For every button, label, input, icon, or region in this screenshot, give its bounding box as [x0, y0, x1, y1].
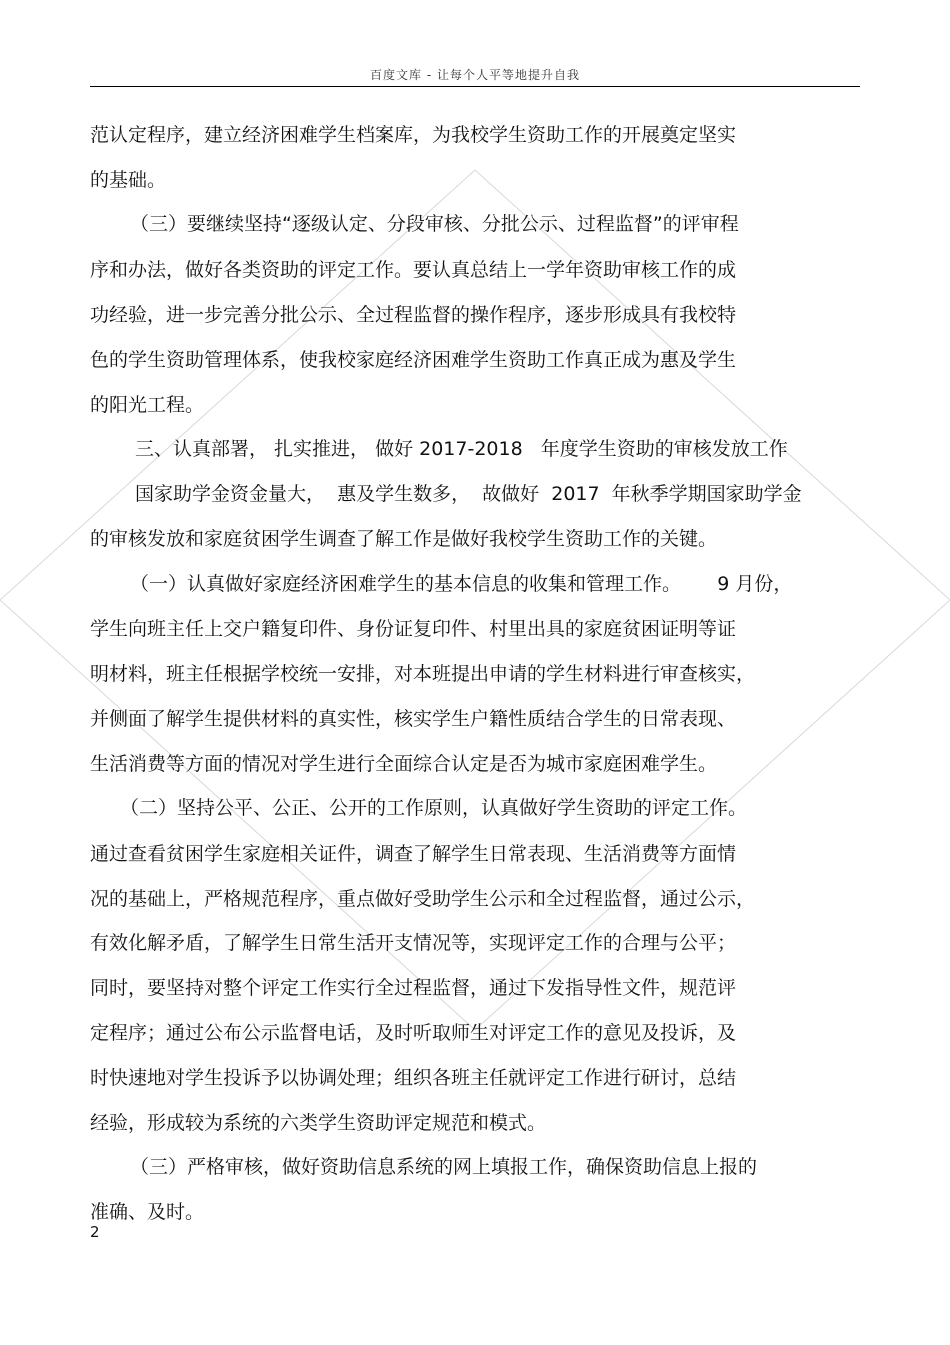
text-line: 的基础。: [90, 169, 167, 191]
text-line: （二）坚持公平、公正、公开的工作原则，认真做好学生资助的评定工作。: [120, 797, 748, 819]
page-number: 2: [90, 1223, 100, 1241]
text-line: 的阳光工程。: [90, 394, 205, 416]
text-line: （三）严格审核，做好资助信息系统的网上填报工作，确保资助信息上报的: [130, 1156, 758, 1178]
text-line: 序和办法，做好各类资助的评定工作。要认真总结上一学年资助审核工作的成: [90, 259, 737, 281]
text-line: 明材料，班主任根据学校统一安排，对本班提出申请的学生材料进行审查核实，: [90, 663, 756, 685]
text-line: 况的基础上，严格规范程序，重点做好受助学生公示和全过程监督，通过公示，: [90, 888, 756, 910]
text-line: 国家助学金资金量大， 惠及学生数多， 故做好 2017 年秋季学期国家助学金: [135, 483, 802, 505]
text-line: 生活消费等方面的情况对学生进行全面综合认定是否为城市家庭困难学生。: [90, 753, 718, 775]
text-line: 有效化解矛盾，了解学生日常生活开支情况等，实现评定工作的合理与公平；: [90, 932, 737, 954]
text-line: 范认定程序，建立经济困难学生档案库，为我校学生资助工作的开展奠定坚实: [90, 124, 737, 146]
text-line: 三、认真部署， 扎实推进， 做好 2017-2018 年度学生资助的审核发放工作: [135, 438, 788, 460]
text-line: 定程序；通过公布公示监督电话，及时听取师生对评定工作的意见及投诉，及: [90, 1022, 737, 1044]
text-line: 通过查看贫困学生家庭相关证件，调查了解学生日常表现、生活消费等方面情: [90, 843, 737, 865]
text-line: 同时，要坚持对整个评定工作实行全过程监督，通过下发指导性文件，规范评: [90, 977, 737, 999]
text-line: （一）认真做好家庭经济困难学生的基本信息的收集和管理工作。 9 月份，: [130, 573, 793, 595]
text-line: 学生向班主任上交户籍复印件、身份证复印件、村里出具的家庭贫困证明等证: [90, 618, 737, 640]
text-line: 色的学生资助管理体系，使我校家庭经济困难学生资助工作真正成为惠及学生: [90, 349, 737, 371]
page-header: 百度文库 - 让每个人平等地提升自我: [370, 68, 580, 82]
text-line: 功经验，进一步完善分批公示、全过程监督的操作程序，逐步形成具有我校特: [90, 304, 737, 326]
text-line: 并侧面了解学生提供材料的真实性，核实学生户籍性质结合学生的日常表现、: [90, 708, 737, 730]
text-line: 准确、及时。: [90, 1201, 205, 1223]
text-line: 的审核发放和家庭贫困学生调查了解工作是做好我校学生资助工作的关键。: [90, 528, 718, 550]
text-line: 经验，形成较为系统的六类学生资助评定规范和模式。: [90, 1112, 547, 1134]
text-line: （三）要继续坚持“逐级认定、分段审核、分批公示、过程监督”的评审程: [130, 213, 739, 235]
text-line: 时快速地对学生投诉予以协调处理；组织各班主任就评定工作进行研讨，总结: [90, 1067, 737, 1089]
header-divider: [90, 86, 860, 87]
